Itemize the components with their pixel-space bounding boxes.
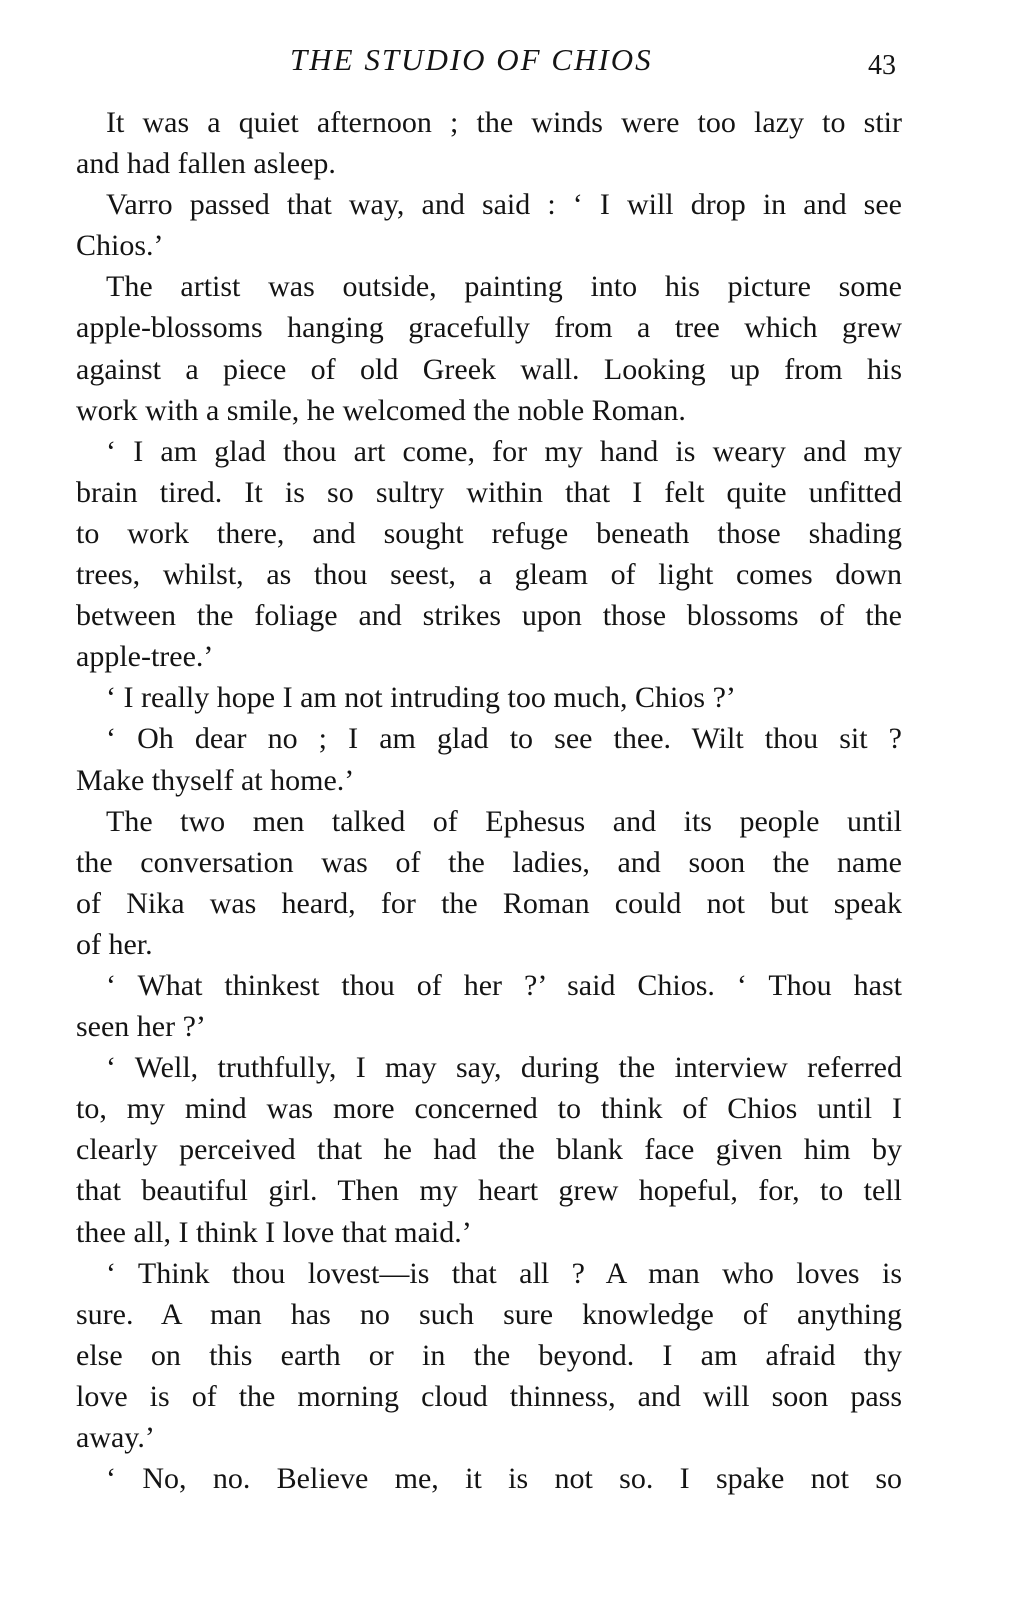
text-line: thee all, I think I love that maid.’: [76, 1215, 472, 1249]
text-line: Make thyself at home.’: [76, 763, 355, 797]
text-line: ‘ Think thou lovest—is that all ? A man who loves is: [106, 1256, 902, 1290]
text-line: love is of the morning cloud thinness, and will soon pass: [76, 1379, 902, 1413]
text-line: ‘ No, no. Believe me, it is not so. I spake not so: [106, 1462, 902, 1496]
text-line: against a piece of old Greek wall. Looking up from his: [76, 352, 902, 386]
text-line: between the foliage and strikes upon those blossoms of the: [76, 599, 902, 633]
text-line: ‘ Oh dear no ; I am glad to see thee. Wilt thou sit ?: [106, 722, 902, 756]
text-line: seen her ?’: [76, 1010, 206, 1044]
page-number: 43: [868, 50, 896, 81]
text-line: away.’: [76, 1421, 155, 1454]
text-line: apple-blossoms hanging gracefully from a tree which grew: [76, 311, 902, 345]
running-head: [0, 40, 1010, 80]
text-line: and had fallen asleep.: [76, 147, 336, 181]
text-line: else on this earth or in the beyond. I am afraid thy: [76, 1338, 902, 1372]
text-line: The artist was outside, painting into his picture some: [106, 270, 902, 304]
body-text: [76, 102, 902, 1499]
text-line: Varro passed that way, and said : ‘ I will drop in and see: [106, 188, 902, 222]
text-line: apple-tree.’: [76, 640, 214, 674]
text-line: ‘ I really hope I am not intruding too much, Chios ?’: [106, 681, 736, 715]
text-line: to, my mind was more concerned to think of Chios until I: [76, 1092, 902, 1126]
text-line: Chios.’: [76, 229, 164, 263]
text-line: clearly perceived that he had the blank face given him by: [76, 1133, 902, 1167]
text-line: the conversation was of the ladies, and soon the name: [76, 845, 902, 879]
running-title: THE STUDIO OF CHIOS: [290, 42, 653, 77]
text-line: trees, whilst, as thou seest, a gleam of light comes down: [76, 558, 902, 592]
text-line: that beautiful girl. Then my heart grew hopeful, for, to tell: [76, 1174, 902, 1208]
text-line: The two men talked of Ephesus and its people until: [106, 804, 902, 838]
text-line: of her.: [76, 927, 153, 961]
text-line: to work there, and sought refuge beneath those shading: [76, 516, 902, 550]
text-line: ‘ What thinkest thou of her ?’ said Chios. ‘ Thou hast: [106, 968, 902, 1002]
text-line: of Nika was heard, for the Roman could not but speak: [76, 886, 902, 920]
text-line: sure. A man has no such sure knowledge of anything: [76, 1297, 902, 1331]
text-line: It was a quiet afternoon ; the winds were too lazy to stir: [106, 106, 902, 139]
text-line: work with a smile, he welcomed the noble Roman.: [76, 393, 686, 427]
text-line: brain tired. It is so sultry within that I felt quite unfitted: [76, 475, 902, 509]
text-line: ‘ I am glad thou art come, for my hand is weary and my: [106, 434, 902, 468]
text-line: ‘ Well, truthfully, I may say, during the interview referred: [106, 1051, 902, 1085]
